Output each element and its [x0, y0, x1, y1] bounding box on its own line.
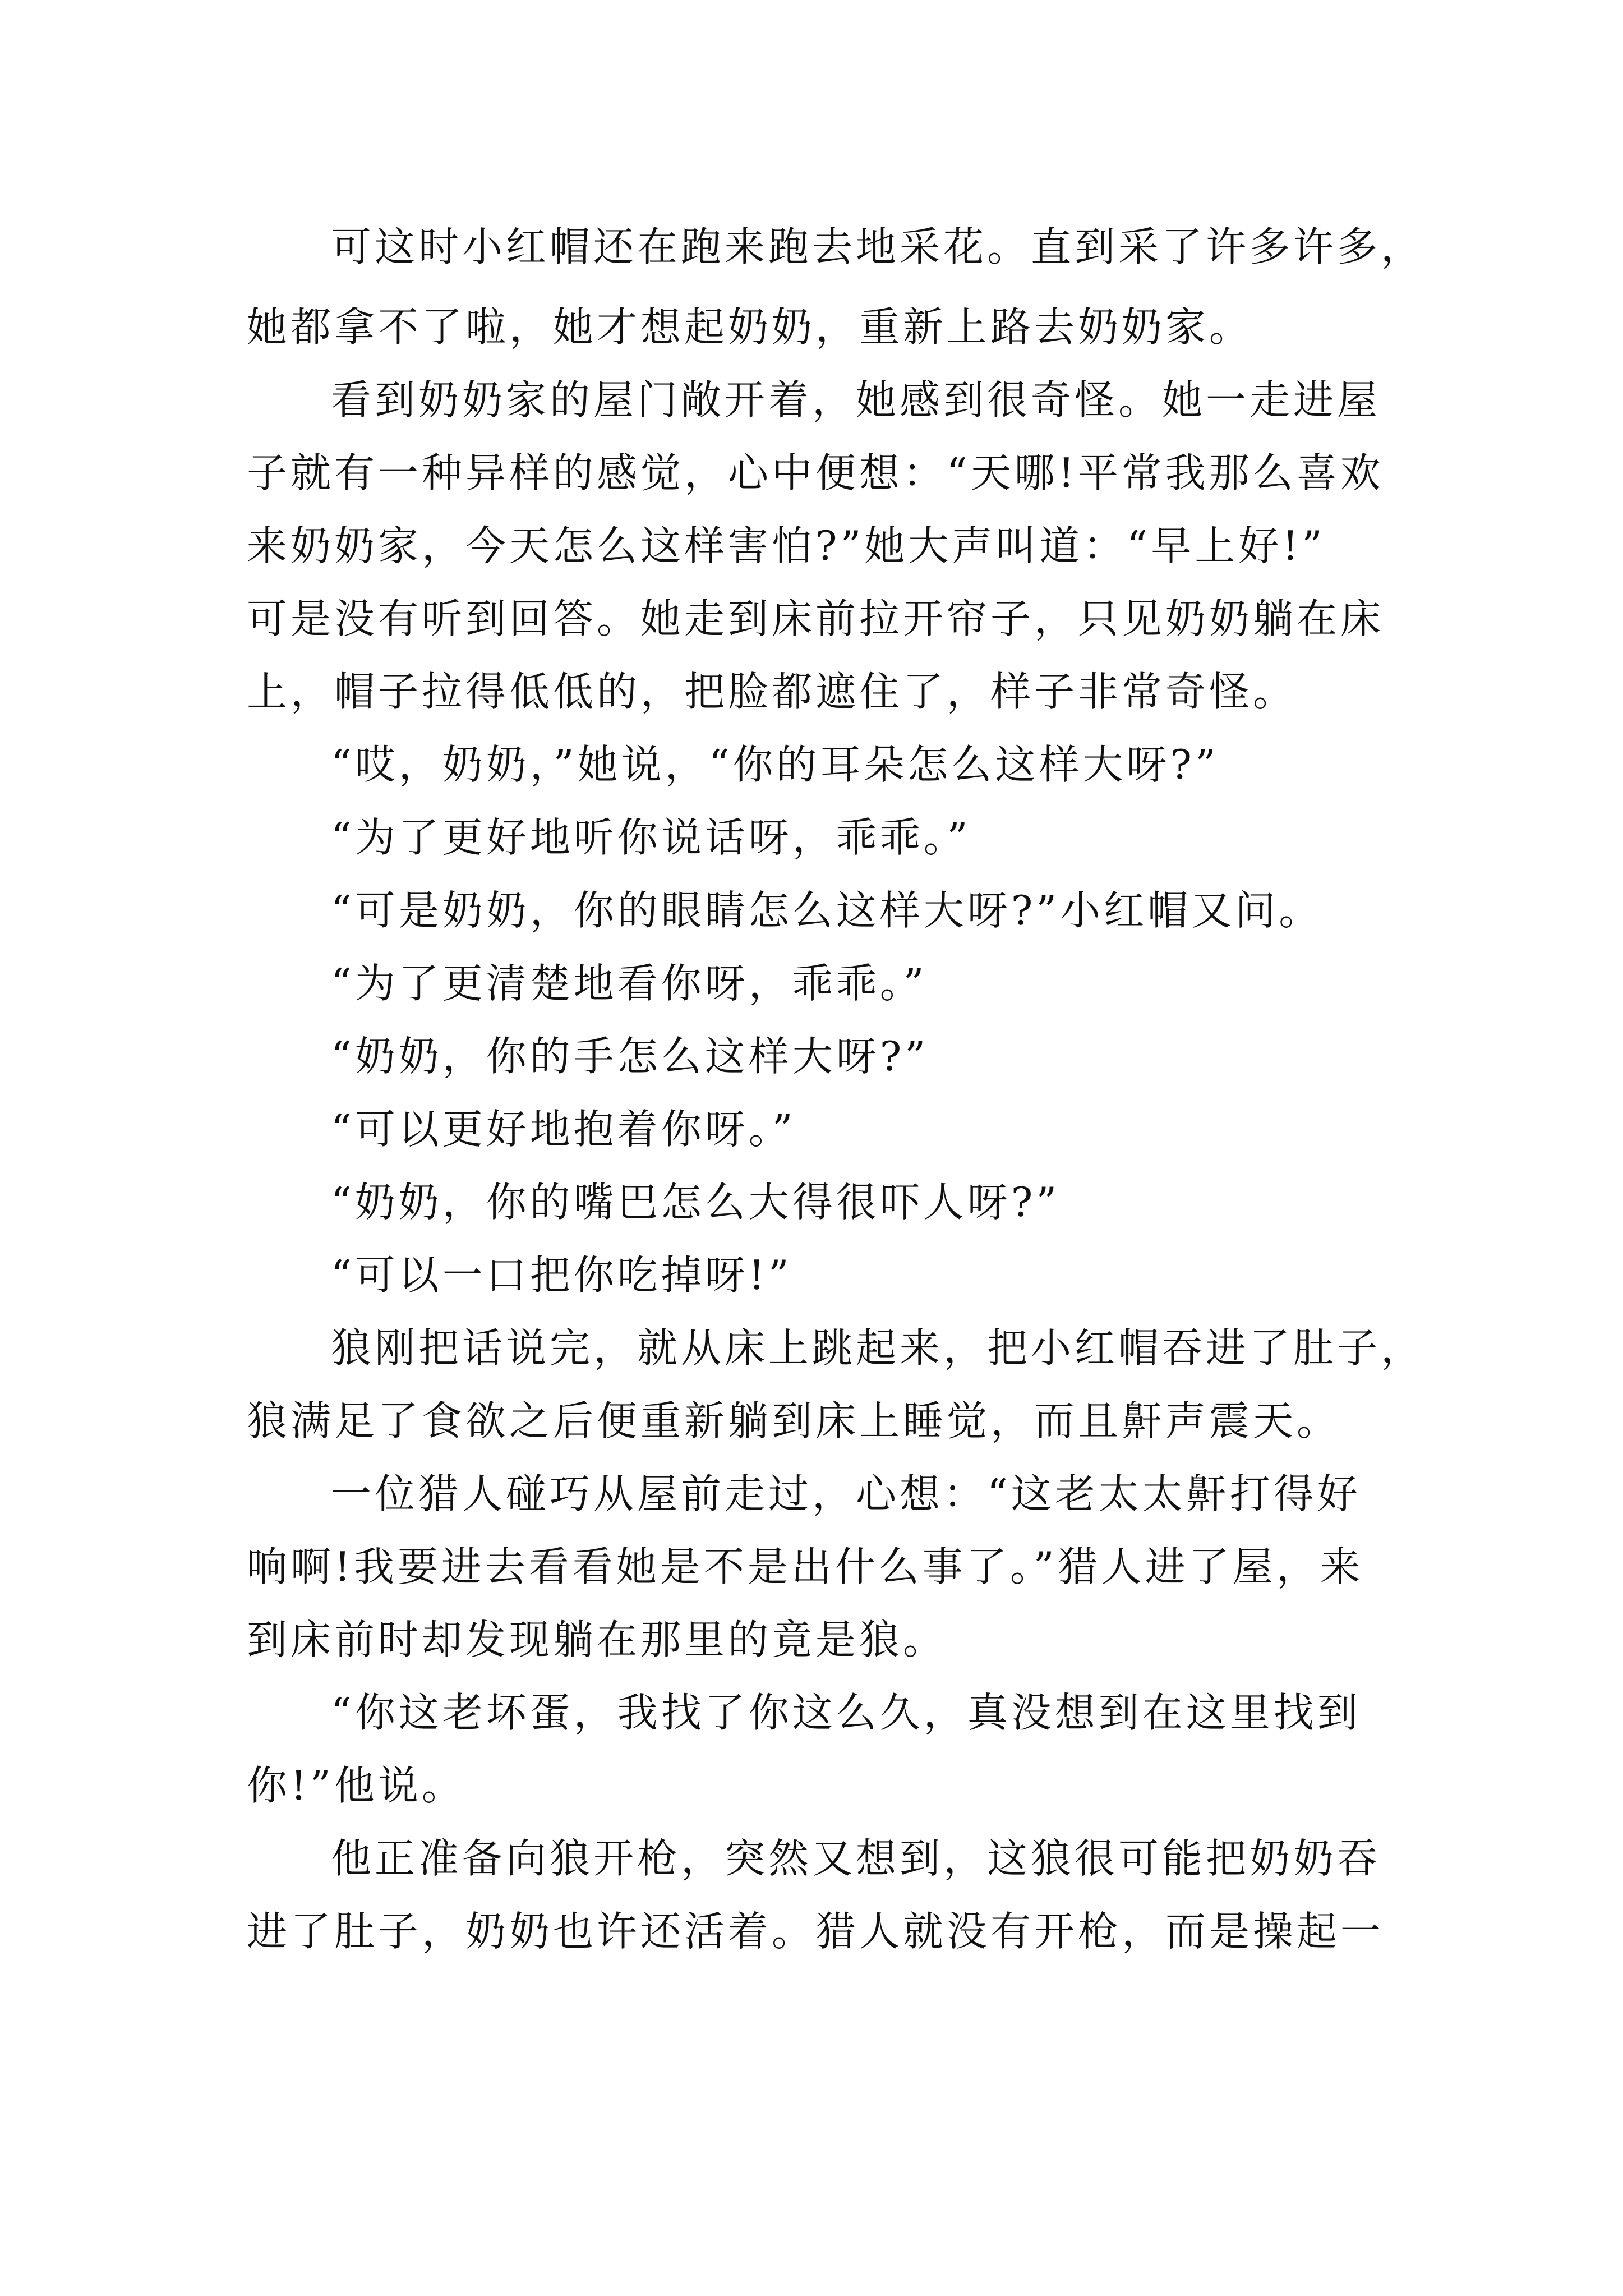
- text-line: “可以一口把你吃掉呀!”: [331, 1251, 792, 1299]
- text-line: “为了更清楚地看你呀，乖乖。”: [331, 960, 928, 1007]
- text-line: “可以更好地抱着你呀。”: [331, 1106, 796, 1153]
- text-line: “奶奶，你的手怎么这样大呀?”: [331, 1033, 929, 1080]
- text-line: 响啊!我要进去看看她是不是出什么事了。”猎人进了屋，来: [247, 1543, 1364, 1590]
- text-line: 她都拿不了啦，她才想起奶奶，重新上路去奶奶家。: [247, 303, 1253, 351]
- text-line: “哎，奶奶，”她说，“你的耳朵怎么这样大呀?”: [331, 741, 1219, 788]
- text-line: 来奶奶家，今天怎么这样害怕?”她大声叫道：“早上好!”: [247, 522, 1326, 569]
- text-line: 可这时小红帽还在跑来跑去地采花。直到采了许多许多，: [331, 223, 1425, 270]
- text-line: 可是没有听到回答。她走到床前拉开帘子，只见奶奶躺在床: [247, 595, 1385, 642]
- text-line: “为了更好地听你说话呀，乖乖。”: [331, 814, 971, 861]
- text-line: 你!”他说。: [247, 1762, 465, 1809]
- text-line: 一位猎人碰巧从屋前走过，心想：“这老太太鼾打得好: [331, 1470, 1361, 1517]
- text-line: “你这老坏蛋，我找了你这么久，真没想到在这里找到: [331, 1689, 1361, 1736]
- text-line: 上，帽子拉得低低的，把脸都遮住了，样子非常奇怪。: [247, 668, 1297, 715]
- text-line: 狼满足了食欲之后便重新躺到床上睡觉，而且鼾声震天。: [247, 1397, 1341, 1444]
- text-line: 到床前时却发现躺在那里的竟是狼。: [247, 1616, 947, 1663]
- text-line: 子就有一种异样的感觉，心中便想：“天哪!平常我那么喜欢: [247, 449, 1384, 496]
- text-line: “奶奶，你的嘴巴怎么大得很吓人呀?”: [331, 1179, 1061, 1226]
- text-line: 他正准备向狼开枪，突然又想到，这狼很可能把奶奶吞: [331, 1835, 1381, 1882]
- text-line: “可是奶奶，你的眼睛怎么这样大呀?”小红帽又问。: [331, 887, 1323, 934]
- text-line: 狼刚把话说完，就从床上跳起来，把小红帽吞进了肚子，: [331, 1324, 1425, 1372]
- text-line: 看到奶奶家的屋门敞开着，她感到很奇怪。她一走进屋: [331, 376, 1381, 424]
- text-line: 进了肚子，奶奶也许还活着。猎人就没有开枪，而是操起一: [247, 1908, 1385, 1955]
